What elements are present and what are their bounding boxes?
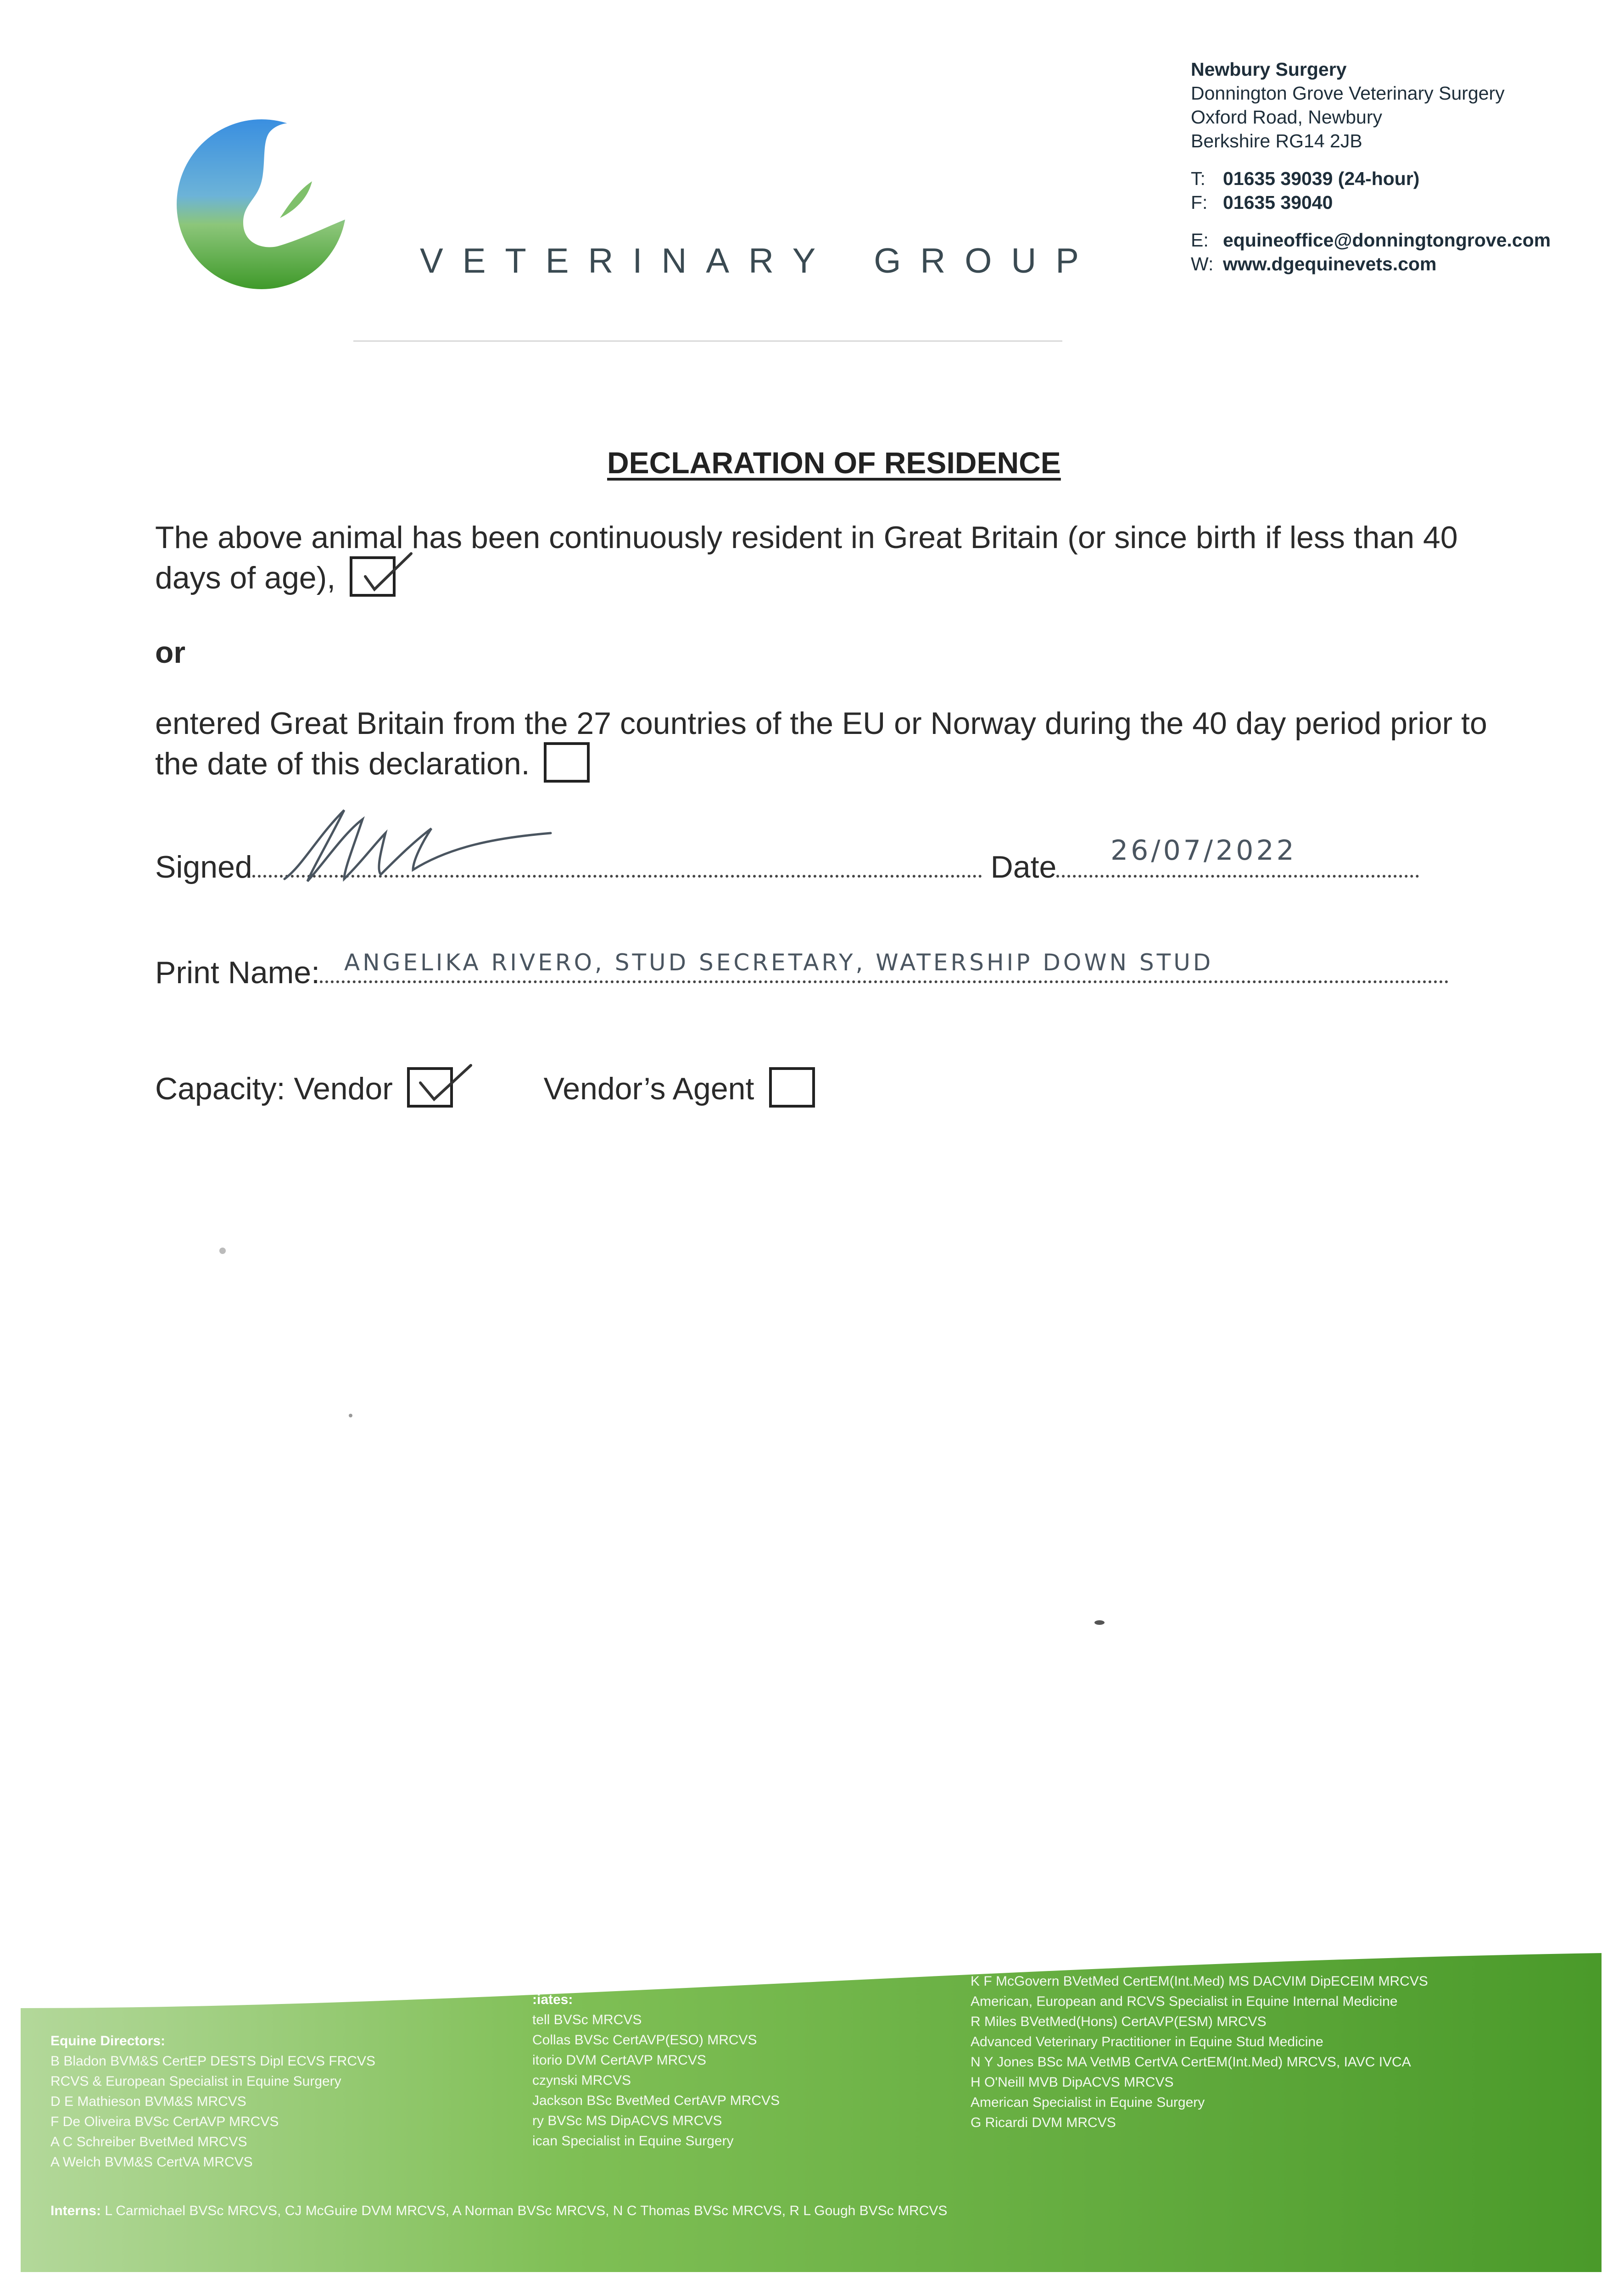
address-line-1: Oxford Road, Newbury [1191, 106, 1383, 128]
entry-statement [155, 705, 1509, 783]
capacity-row [155, 1067, 815, 1108]
date-value: 26/07/2022 [1111, 834, 1297, 867]
associate-line: ican Specialist in Equine Surgery [532, 2133, 734, 2149]
capacity-label: Capacity: Vendor [155, 1071, 393, 1106]
contact-block [1191, 57, 1551, 276]
associate-line: tell BVSc MRCVS [532, 2012, 642, 2027]
footer-text [21, 1953, 1602, 2272]
fax-label: F: [1191, 192, 1208, 213]
specialist-line: H O'Neill MVB DipACVS MRCVS [971, 2075, 1174, 2090]
date-label: Date [990, 850, 1057, 884]
agent-checkbox[interactable] [769, 1067, 815, 1108]
associates-column [532, 1990, 780, 2151]
specialist-line: K F McGovern BVetMed CertEM(Int.Med) MS DACVIM DipECEIM MRCVS [971, 1974, 1428, 1989]
brand-word-1: VETERINARY [420, 241, 835, 280]
print-name-value: ANGELIKA RIVERO, STUD SECRETARY, WATERSHIP DOWN STUD [344, 949, 1214, 976]
checkmark-icon [356, 549, 416, 599]
or-separator: or [155, 635, 185, 669]
email-label: E: [1191, 230, 1209, 251]
specialists-column [971, 1971, 1428, 2133]
interns-label: Interns: [50, 2203, 101, 2218]
checkmark-icon [413, 1060, 473, 1110]
associate-line: czynski MRCVS [532, 2073, 631, 2088]
director-line: A Welch BVM&S CertVA MRCVS [50, 2155, 253, 2170]
specialist-line: G Ricardi DVM MRCVS [971, 2115, 1116, 2130]
tel-number: 01635 39039 (24-hour) [1223, 168, 1420, 189]
fax-line [1191, 190, 1551, 214]
specialist-line: Advanced Veterinary Practitioner in Equine Stud Medicine [971, 2034, 1323, 2049]
associates-title: :iates: [532, 1992, 573, 2007]
date-line[interactable] [1056, 870, 1419, 878]
print-name-line[interactable] [320, 976, 1449, 983]
resident-statement-text: The above animal has been continuously resident in Great Britain (or since birth if less than 40 days of age), [155, 520, 1458, 595]
entry-checkbox[interactable] [544, 742, 590, 783]
associate-line: Jackson BSc BvetMed CertAVP MRCVS [532, 2093, 780, 2108]
brand-word-2: GROUP [874, 241, 1098, 280]
interns-list: L Carmichael BVSc MRCVS, CJ McGuire DVM MRCVS, A Norman BVSc MRCVS, N C Thomas BVSc MRCVS, R L Gough BVSc MRCVS [105, 2203, 948, 2218]
associate-line: Collas BVSc CertAVP(ESO) MRCVS [532, 2032, 757, 2048]
resident-checkbox[interactable] [350, 556, 396, 597]
address-line-2: Berkshire RG14 2JB [1191, 130, 1362, 151]
scan-speck [1094, 1620, 1105, 1625]
directors-column [50, 2031, 375, 2172]
handwritten-signature [275, 801, 560, 888]
director-line: B Bladon BVM&S CertEP DESTS Dipl ECVS FRCVS [50, 2054, 376, 2069]
agent-label: Vendor’s Agent [543, 1071, 754, 1106]
director-line: F De Oliveira BVSc CertAVP MRCVS [50, 2114, 279, 2129]
resident-statement [155, 519, 1509, 597]
scan-speck [349, 1414, 352, 1417]
entry-statement-text: entered Great Britain from the 27 countries of the EU or Norway during the 40 day period prior to the date of this declaration. [155, 706, 1487, 781]
brand-wordmark [420, 241, 1098, 281]
email-address: equineoffice@donningtongrove.com [1223, 230, 1551, 251]
web-address: www.dgequinevets.com [1223, 253, 1437, 274]
tel-label: T: [1191, 168, 1205, 189]
specialist-line: R Miles BVetMed(Hons) CertAVP(ESM) MRCVS [971, 2014, 1267, 2029]
directors-title: Equine Directors: [50, 2033, 166, 2049]
signed-label: Signed [155, 850, 252, 884]
fax-number: 01635 39040 [1223, 192, 1333, 213]
associate-line: ry BVSc MS DipACVS MRCVS [532, 2113, 722, 2128]
telephone-line [1191, 167, 1551, 190]
specialist-line: American Specialist in Equine Surgery [971, 2095, 1205, 2110]
specialist-line: American, European and RCVS Specialist in Equine Internal Medicine [971, 1994, 1398, 2009]
surgery-name: Newbury Surgery [1191, 59, 1347, 80]
specialist-line: N Y Jones BSc MA VetMB CertVA CertEM(Int.Med) MRCVS, IAVC IVCA [971, 2054, 1411, 2070]
vendor-checkbox[interactable] [407, 1067, 453, 1108]
print-name-label: Print Name: [155, 955, 320, 990]
email-line [1191, 228, 1551, 252]
interns-line [50, 2203, 947, 2219]
director-line: A C Schreiber BvetMed MRCVS [50, 2134, 247, 2149]
veterinary-group-logo [174, 112, 349, 296]
director-line: RCVS & European Specialist in Equine Surgery [50, 2074, 341, 2089]
surgery-org: Donnington Grove Veterinary Surgery [1191, 83, 1505, 104]
director-line: D E Mathieson BVM&S MRCVS [50, 2094, 246, 2109]
web-line [1191, 252, 1551, 276]
scan-speck [219, 1248, 226, 1254]
declaration-heading: DECLARATION OF RESIDENCE [607, 446, 1061, 480]
associate-line: itorio DVM CertAVP MRCVS [532, 2053, 706, 2068]
web-label: W: [1191, 253, 1214, 274]
